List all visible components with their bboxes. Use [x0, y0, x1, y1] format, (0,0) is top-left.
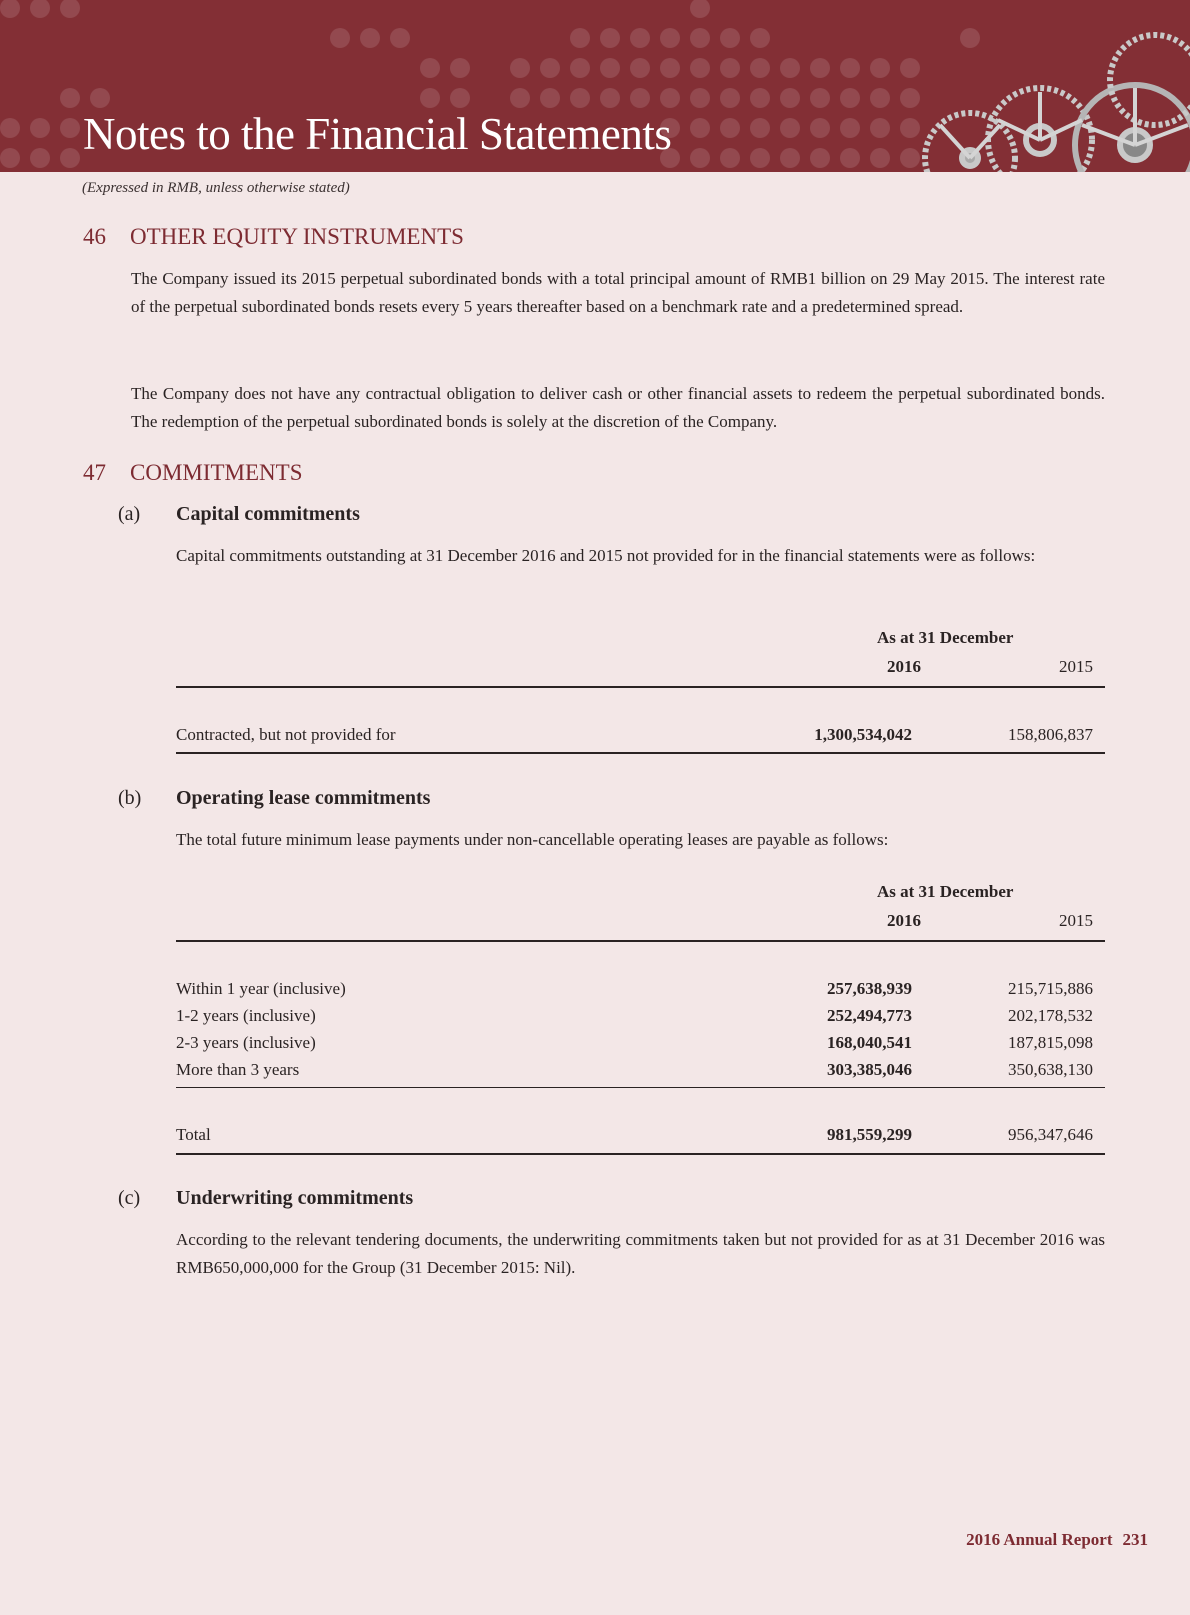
row-label: Contracted, but not provided for [176, 725, 396, 744]
decorative-dot [30, 118, 50, 138]
decorative-dot [720, 118, 740, 138]
decorative-dot [810, 118, 830, 138]
subsection-title: Underwriting commitments [176, 1187, 414, 1209]
decorative-dot [750, 148, 770, 168]
decorative-dot [750, 88, 770, 108]
table-row [176, 1006, 1105, 1030]
column-header-2016: 2016 [887, 911, 921, 930]
decorative-dot [690, 0, 710, 18]
value-2016: 981,559,299 [827, 1125, 912, 1144]
subsection-heading-c [118, 1187, 413, 1210]
decorative-dot [720, 28, 740, 48]
subtotal-rule [176, 1087, 1105, 1088]
decorative-dot [0, 0, 20, 18]
decorative-dot [510, 58, 530, 78]
header-rule [176, 686, 1105, 688]
decorative-dot [810, 88, 830, 108]
paragraph: According to the relevant tendering documents, the underwriting commitments taken but not provided for as at 31 December 2016 was RMB650,000,000 for the Group (31 December 2015: Nil). [176, 1230, 1105, 1277]
paragraph: The total future minimum lease payments under non-cancellable operating leases are payable as follows: [176, 830, 889, 849]
decorative-dot [870, 58, 890, 78]
page-title: Notes to the Financial Statements [83, 109, 672, 159]
section-heading-47 [83, 460, 303, 486]
paragraph: Capital commitments outstanding at 31 December 2016 and 2015 not provided for in the financial statements were as follows: [176, 546, 1036, 565]
capital-commitments-table [176, 628, 1105, 758]
column-header-2015: 2015 [1059, 657, 1093, 676]
decorative-dot [600, 58, 620, 78]
table-total-row [176, 1125, 1105, 1149]
decorative-dot [780, 88, 800, 108]
decorative-dot [450, 58, 470, 78]
decorative-dot [600, 88, 620, 108]
decorative-dot [810, 148, 830, 168]
decorative-dot [360, 28, 380, 48]
decorative-dot [540, 58, 560, 78]
decorative-dot [660, 28, 680, 48]
decorative-dot [660, 88, 680, 108]
section-number: 47 [83, 460, 106, 485]
header-rule [176, 940, 1105, 942]
page-number: 231 [1122, 1530, 1148, 1549]
decorative-dot [570, 58, 590, 78]
value-2016: 257,638,939 [827, 979, 912, 998]
decorative-dot [690, 88, 710, 108]
decorative-dot [840, 88, 860, 108]
row-label: More than 3 years [176, 1060, 300, 1079]
row-label: Total [176, 1125, 211, 1144]
decorative-dot [780, 118, 800, 138]
decorative-dot [420, 88, 440, 108]
table-row [176, 725, 1105, 749]
value-2015: 158,806,837 [1008, 725, 1093, 744]
decorative-dot [750, 28, 770, 48]
section-number: 46 [83, 224, 106, 249]
report-name: 2016 Annual Report [966, 1530, 1113, 1549]
decorative-dot [30, 148, 50, 168]
decorative-dot [0, 148, 20, 168]
value-2016: 1,300,534,042 [814, 725, 912, 744]
decorative-dot [60, 148, 80, 168]
value-2016: 303,385,046 [827, 1060, 912, 1079]
value-2015: 956,347,646 [1008, 1125, 1093, 1144]
decorative-dot [0, 118, 20, 138]
decorative-dot [600, 28, 620, 48]
decorative-dot [870, 148, 890, 168]
bottom-rule [176, 1153, 1105, 1155]
decorative-dot [870, 118, 890, 138]
value-2016: 252,494,773 [827, 1006, 912, 1025]
row-label: Within 1 year (inclusive) [176, 979, 346, 998]
header-banner [0, 0, 1190, 172]
column-header-2015: 2015 [1059, 911, 1093, 930]
decorative-dot [750, 118, 770, 138]
decorative-dot [720, 88, 740, 108]
value-2015: 215,715,886 [1008, 979, 1093, 998]
decorative-dot [780, 148, 800, 168]
decorative-dot [630, 58, 650, 78]
decorative-dot [630, 28, 650, 48]
gears-icon [910, 30, 1190, 172]
decorative-dot [390, 28, 410, 48]
subsection-heading-a [118, 503, 360, 526]
page-footer [966, 1530, 1148, 1550]
decorative-dot [840, 148, 860, 168]
table-row [176, 1060, 1105, 1084]
value-2015: 350,638,130 [1008, 1060, 1093, 1079]
decorative-dot [90, 88, 110, 108]
decorative-dot [750, 58, 770, 78]
value-2015: 187,815,098 [1008, 1033, 1093, 1052]
row-label: 1-2 years (inclusive) [176, 1006, 316, 1025]
row-label: 2-3 years (inclusive) [176, 1033, 316, 1052]
subsection-label: (c) [118, 1187, 141, 1209]
paragraph: The Company issued its 2015 perpetual subordinated bonds with a total principal amount of RMB1 billion on 29 May 2015. The interest rate of the perpetual subordinated bonds resets every 5 years thereafter based on a benchmark rate and a predetermined spread. [131, 269, 1105, 316]
column-group-header: As at 31 December [877, 628, 1014, 647]
decorative-dot [420, 58, 440, 78]
paragraph: The Company does not have any contractual obligation to deliver cash or other financial assets to redeem the perpetual subordinated bonds. The redemption of the perpetual subordinated bonds is solely at the discretion of the Company. [131, 384, 1105, 431]
table-row [176, 1033, 1105, 1057]
decorative-dot [330, 28, 350, 48]
decorative-dot [840, 118, 860, 138]
decorative-dot [30, 0, 50, 18]
table-row [176, 979, 1105, 1003]
decorative-dot [720, 148, 740, 168]
section-title: COMMITMENTS [130, 460, 303, 485]
bottom-rule [176, 752, 1105, 754]
decorative-dot [60, 118, 80, 138]
section-heading-46 [83, 224, 464, 250]
decorative-dot [450, 88, 470, 108]
decorative-dot [540, 88, 560, 108]
decorative-dot [510, 88, 530, 108]
subsection-label: (b) [118, 787, 142, 809]
subsection-title: Operating lease commitments [176, 787, 431, 809]
decorative-dot [60, 0, 80, 18]
decorative-dot [570, 88, 590, 108]
currency-note: (Expressed in RMB, unless otherwise stated) [82, 180, 350, 196]
decorative-dot [720, 58, 740, 78]
decorative-dot [840, 58, 860, 78]
subsection-title: Capital commitments [176, 503, 360, 525]
decorative-dot [570, 28, 590, 48]
decorative-dot [630, 88, 650, 108]
operating-lease-table [176, 882, 1105, 1162]
value-2016: 168,040,541 [827, 1033, 912, 1052]
decorative-dot [690, 118, 710, 138]
column-header-2016: 2016 [887, 657, 921, 676]
section-title: OTHER EQUITY INSTRUMENTS [130, 224, 464, 249]
decorative-dot [690, 148, 710, 168]
decorative-dot [690, 58, 710, 78]
decorative-dot [660, 58, 680, 78]
value-2015: 202,178,532 [1008, 1006, 1093, 1025]
decorative-dot [780, 58, 800, 78]
column-group-header: As at 31 December [877, 882, 1014, 901]
decorative-dot [810, 58, 830, 78]
decorative-dot [870, 88, 890, 108]
subsection-label: (a) [118, 503, 141, 525]
decorative-dot [60, 88, 80, 108]
subsection-heading-b [118, 787, 430, 810]
decorative-dot [690, 28, 710, 48]
